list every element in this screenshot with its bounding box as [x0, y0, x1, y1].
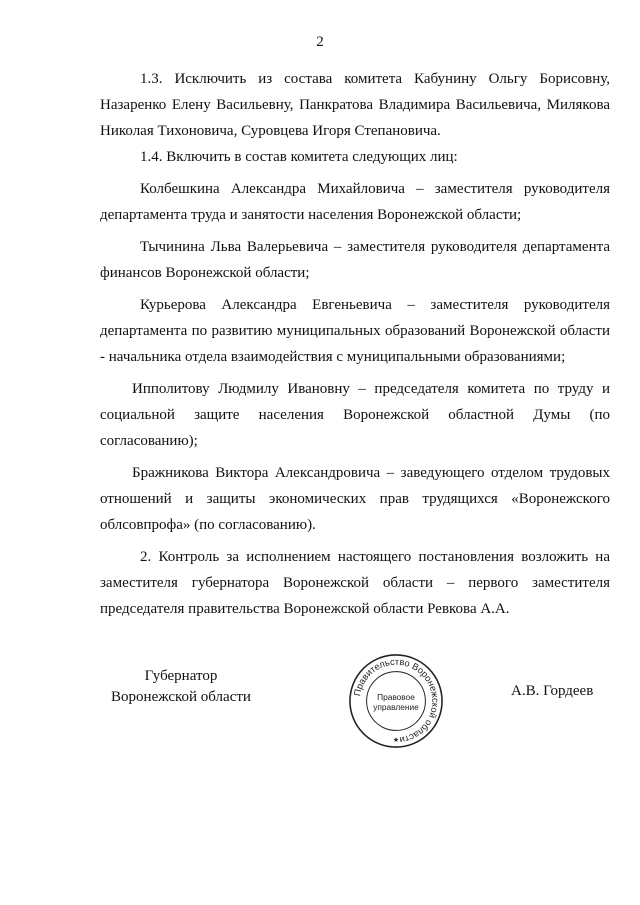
- paragraph-tychinin: Тычинина Льва Валерьевича – заместителя руководителя департамента финансов Воронежской области;: [100, 239, 610, 281]
- signatory-title-line1: Губернатор: [144, 668, 218, 684]
- stamp-center-line2: управление: [373, 701, 419, 712]
- stamp-ring-text: Правительство Воронежской области: [352, 656, 441, 746]
- paragraph-kolbeshkin: Колбешкина Александра Михайловича – заместителя руководителя департамента труда и занятости населения Воронежской области;: [100, 181, 610, 223]
- paragraph-kurierov: Курьерова Александра Евгеньевича – заместителя руководителя департамента по развитию муниципальных образований Воронежской области - начальника отдела взаимодействия с муниципальными образованиями;: [100, 297, 610, 365]
- paragraph-include: 1.4. Включить в состав комитета следующих лиц:: [140, 149, 458, 165]
- legal-department-stamp: [347, 652, 445, 750]
- paragraph-ippolitova: Ипполитову Людмилу Ивановну – председателя комитета по труду и социальной защите населения Воронежской областной Думы (по согласованию);: [100, 381, 610, 449]
- signatory-name: А.В. Гордеев: [511, 683, 594, 699]
- signatory-title-line2: Воронежской области: [111, 689, 251, 705]
- paragraph-control: 2. Контроль за исполнением настоящего постановления возложить на заместителя губернатора Воронежской области – первого заместителя председателя правительства Воронежской области Ревкова А.А.: [100, 549, 610, 617]
- stamp-center-line1: Правовое: [377, 692, 415, 703]
- paragraph-exclude: 1.3. Исключить из состава комитета Кабунину Ольгу Борисовну, Назаренко Елену Васильевну, Панкратова Владимира Васильевича, Милякова Николая Тихоновича, Суровцева Игоря Степановича.: [100, 71, 610, 139]
- paragraph-brazhnikov: Бражникова Виктора Александровича – заведующего отделом трудовых отношений и защиты экономических прав трудящихся «Воронежского облсовпрофа» (по согласованию).: [100, 465, 610, 533]
- document-body: [100, 66, 610, 622]
- stamp-star-icon: ★: [392, 737, 400, 745]
- page-number: 2: [316, 34, 324, 50]
- signatory-title: [96, 666, 266, 708]
